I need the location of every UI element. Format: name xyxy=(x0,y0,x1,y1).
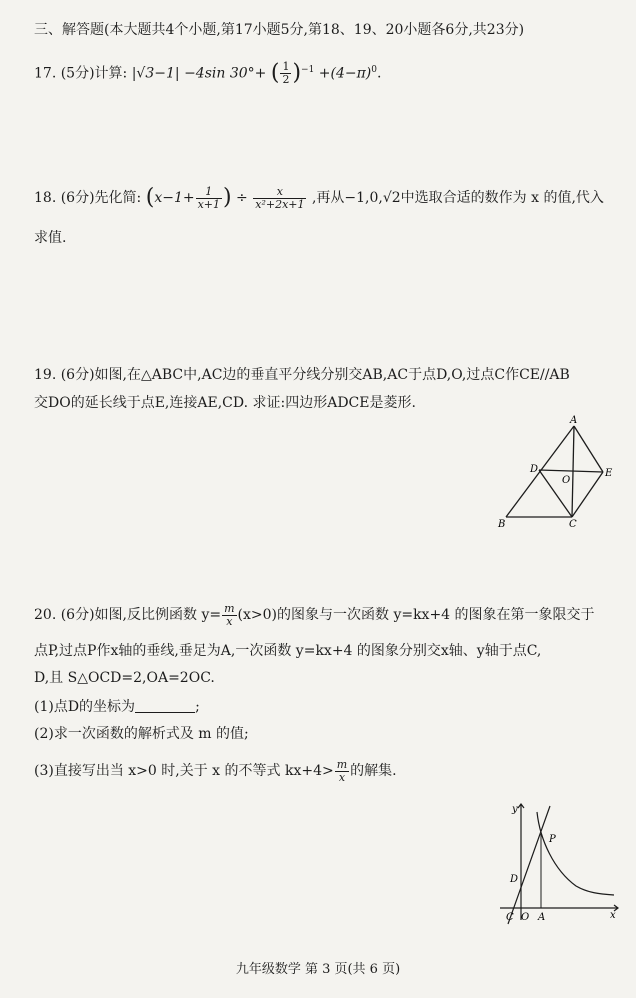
q20-fraction-mx: $\frac{m}{x}$ xyxy=(224,601,235,628)
q20-label-c: C xyxy=(506,912,514,923)
q20-label-a: A xyxy=(538,912,546,923)
q19-line2: 交DO的延长线于点E,连接AE,CD. 求证:四边形ADCE是菱形. xyxy=(34,395,416,411)
q20-label-p: P xyxy=(549,834,556,845)
q20-label-o: O xyxy=(521,912,530,923)
q19-label-c: C xyxy=(569,519,577,530)
q20-label-x: x xyxy=(610,910,616,921)
q20-sub1: (1)点D的坐标为 ; xyxy=(34,699,200,715)
q18-number: 18. (6分)先化简: xyxy=(34,190,142,206)
q20-sub3-fraction: $\frac{m}{x}$ xyxy=(336,757,348,784)
q20-answer-blank[interactable] xyxy=(135,698,195,713)
q20-label-y: y xyxy=(512,804,518,815)
q19-label-a: A xyxy=(570,415,578,426)
q17-abs: |√3−1| xyxy=(131,65,180,82)
q18-part1: x−1+ xyxy=(154,190,195,206)
q18-fraction-1: $\frac{1}{x+1}$ xyxy=(197,184,220,211)
q20-line3: D,且 S△OCD=2,OA=2OC. xyxy=(34,670,215,686)
q17-end-expr: +(4−π) xyxy=(318,65,372,82)
q19-label-o: O xyxy=(562,475,571,486)
q18-divide: ÷ xyxy=(236,190,248,206)
q17-number: 17. (5分)计算: xyxy=(34,65,128,82)
q18-fraction-2: $\frac{x}{\text{x²+2x+1}}$ xyxy=(255,184,305,211)
q17-exponent-neg1: −1 xyxy=(301,65,315,75)
q19-label-b: B xyxy=(498,519,506,530)
q19-label-d: D xyxy=(530,464,539,475)
q17-exponent-zero: 0 xyxy=(371,65,377,75)
q17-fraction: $\frac{1}{2}$ xyxy=(282,60,290,87)
q18-line2: 求值. xyxy=(34,230,67,246)
q19-line1: 19. (6分)如图,在△ABC中,AC边的垂直平分线分别交AB,AC于点D,O,过点C作CE//AB xyxy=(34,367,570,383)
q17-mid: −4sin 30°+ xyxy=(184,65,267,82)
q20-label-d: D xyxy=(510,874,519,885)
q20-line1-pre: 20. (6分)如图,反比例函数 y= xyxy=(34,607,222,623)
page-footer: 九年级数学 第 3 页(共 6 页) xyxy=(235,962,401,977)
q20-sub2: (2)求一次函数的解析式及 m 的值; xyxy=(34,726,249,742)
question-17: 17. (5分)计算: |√3−1| −4sin 30°+ ( $\frac{1}{2}$ )$^{-1} +(4-\pi)^0$. xyxy=(34,60,382,87)
q20-function-graph xyxy=(496,800,626,925)
q20-line1-post: (x>0)的图象与一次函数 y=kx+4 的图象在第一象限交于 xyxy=(237,607,595,623)
q19-label-e: E xyxy=(605,468,613,479)
q20-line1 xyxy=(34,600,614,630)
q20-sub3: (3)直接写出当 x>0 时,关于 x 的不等式 kx+4> $\frac{m}{x}$ 的解集. xyxy=(34,757,397,784)
q20-line2: 点P,过点P作x轴的垂线,垂足为A,一次函数 y=kx+4 的图象分别交x轴、y轴于点C, xyxy=(34,643,542,659)
question-18: 18. (6分)先化简: (x−1+ $\frac{1}{x+1}$ ) ÷ $\frac{x}{\text{x²+2x+1}}$ ,再从−1,0,√2中选取合适的数作为 x 的值,代入 xyxy=(34,184,604,211)
section-header: 三、解答题(本大题共4个小题,第17小题5分,第18、19、20小题各6分,共23分) xyxy=(34,22,525,38)
q19-rhombus-figure xyxy=(490,412,620,532)
q18-text-tail: ,再从−1,0,√2中选取合适的数作为 x 的值,代入 xyxy=(311,190,604,206)
